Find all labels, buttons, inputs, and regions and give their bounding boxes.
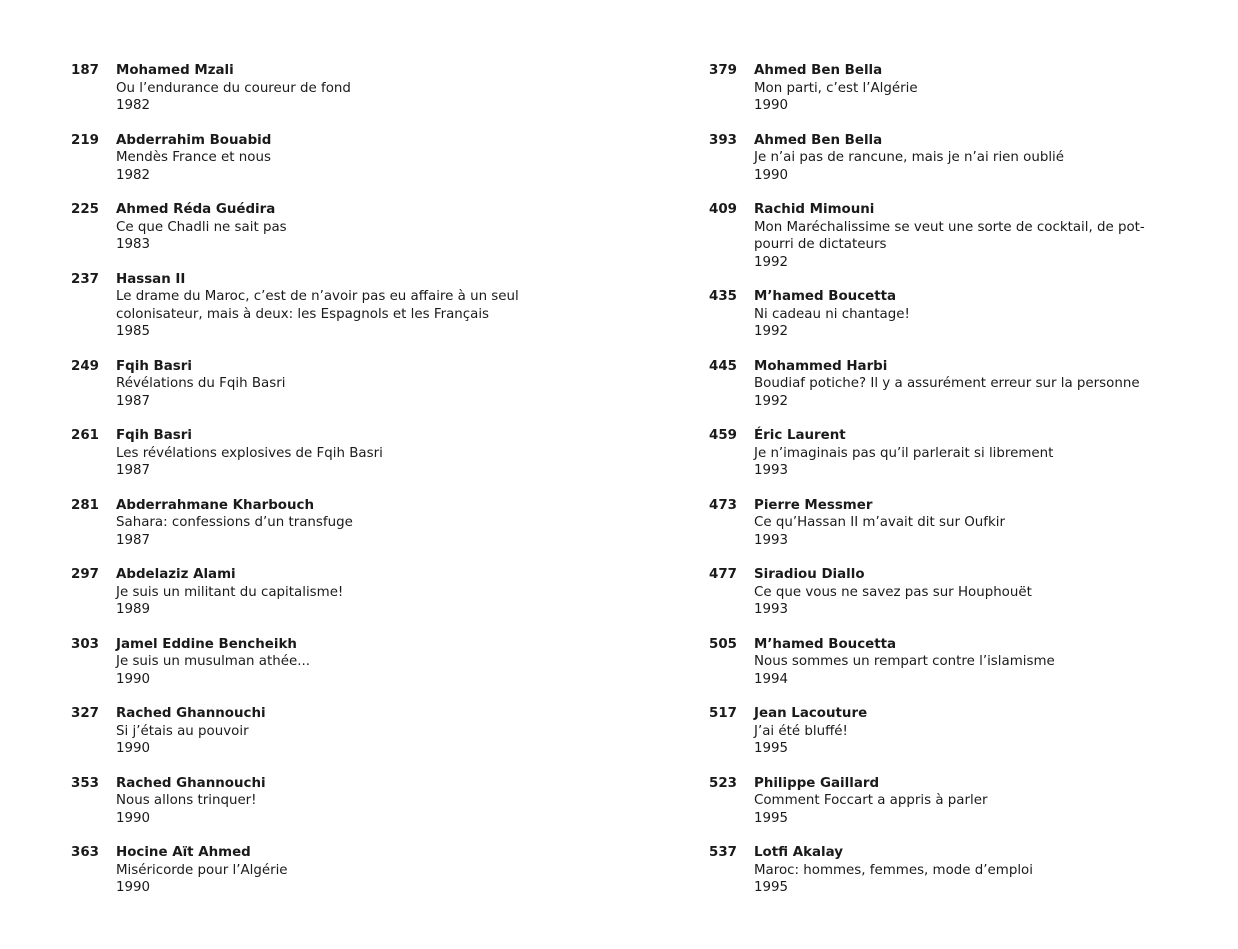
entry-author: Ahmed Ben Bella	[754, 132, 883, 148]
entry-title: Ou l’endurance du coureur de fond	[116, 80, 351, 96]
entry-author: Philippe Gaillard	[754, 775, 880, 791]
entry-title: Miséricorde pour l’Algérie	[116, 862, 288, 878]
page-number: 261	[71, 428, 99, 443]
toc-entry[interactable]	[62, 132, 562, 185]
entry-author: Hocine Aït Ahmed	[116, 845, 251, 860]
page-number: 409	[709, 202, 737, 217]
entry-author: M’hamed Boucetta	[754, 636, 897, 652]
entry-year: 1990	[116, 810, 151, 826]
right-column	[700, 62, 1180, 914]
entry-year: 1987	[116, 532, 151, 548]
page-number: 237	[71, 271, 99, 287]
entry-title: Mon Maréchalissime se veut une sorte de cocktail, de pot-pourri de dictateurs	[754, 219, 1145, 252]
toc-entry[interactable]	[700, 705, 1180, 758]
page-number: 249	[71, 358, 99, 374]
toc-entry[interactable]	[62, 201, 562, 254]
toc-entry[interactable]	[62, 358, 562, 411]
entry-title: Ce qu’Hassan II m’avait dit sur Oufkir	[754, 515, 1005, 530]
toc-entry[interactable]	[62, 705, 562, 758]
entry-author: Fqih Basri	[116, 428, 192, 443]
entry-author: Rachid Mimouni	[754, 202, 875, 217]
entry-author: M’hamed Boucetta	[754, 289, 897, 304]
entry-year: 1983	[116, 237, 151, 252]
entry-year: 1995	[754, 741, 789, 756]
page-number: 363	[71, 845, 99, 860]
entry-year: 1987	[116, 463, 151, 478]
entry-title: Ce que Chadli ne sait pas	[116, 219, 287, 235]
entry-title: Nous sommes un rempart contre l’islamisme	[754, 654, 1055, 669]
entry-author: Abdelaziz Alami	[116, 567, 236, 582]
toc-entry[interactable]	[62, 775, 562, 828]
entry-year: 1982	[116, 167, 151, 183]
entry-title: Nous allons trinquer!	[116, 793, 257, 808]
toc-entry[interactable]	[62, 844, 562, 897]
toc-entry[interactable]	[62, 62, 562, 115]
entry-author: Abderrahim Bouabid	[116, 132, 272, 148]
entry-title: J’ai été bluffé!	[754, 723, 848, 739]
page-number: 379	[709, 63, 737, 78]
entry-author: Hassan II	[116, 271, 186, 287]
entry-author: Rached Ghannouchi	[116, 775, 266, 791]
entry-year: 1990	[754, 167, 789, 183]
entry-author: Rached Ghannouchi	[116, 706, 266, 721]
entry-title: Les révélations explosives de Fqih Basri	[116, 445, 383, 461]
entry-author: Abderrahmane Kharbouch	[116, 497, 314, 513]
page-number: 393	[709, 132, 737, 148]
entry-author: Jamel Eddine Bencheikh	[116, 636, 297, 652]
page-number: 187	[71, 63, 99, 78]
entry-author: Mohammed Harbi	[754, 358, 888, 374]
toc-entry[interactable]	[62, 271, 562, 341]
toc-entry[interactable]	[700, 62, 1180, 115]
page-number: 445	[709, 358, 737, 374]
entry-year: 1995	[754, 810, 789, 826]
entry-year: 1990	[116, 741, 151, 756]
page-number: 505	[709, 636, 737, 652]
entry-title: Si j’étais au pouvoir	[116, 723, 249, 739]
entry-title: Mendès France et nous	[116, 150, 271, 165]
entry-year: 1992	[754, 393, 789, 409]
entry-author: Pierre Messmer	[754, 497, 873, 513]
entry-year: 1992	[754, 324, 789, 339]
entry-year: 1990	[754, 98, 789, 113]
entry-title: Ni cadeau ni chantage!	[754, 306, 910, 322]
entry-year: 1993	[754, 532, 789, 548]
toc-entry[interactable]	[62, 636, 562, 689]
entry-year: 1995	[754, 880, 789, 895]
page-number: 297	[71, 567, 99, 582]
toc-entry[interactable]	[62, 566, 562, 619]
page-number: 435	[709, 289, 737, 304]
entry-title: Ce que vous ne savez pas sur Houphouët	[754, 584, 1032, 600]
entry-year: 1992	[754, 254, 789, 270]
entry-year: 1994	[754, 671, 789, 687]
page-number: 477	[709, 567, 737, 582]
entry-title: Sahara: confessions d’un transfuge	[116, 515, 353, 530]
entry-year: 1982	[116, 98, 151, 113]
entry-title: Je n’ai pas de rancune, mais je n’ai rien oublié	[754, 150, 1064, 165]
toc-entry[interactable]	[700, 775, 1180, 828]
page-number: 517	[709, 706, 737, 721]
entry-author: Ahmed Réda Guédira	[116, 202, 276, 217]
entry-year: 1993	[754, 463, 789, 478]
entry-title: Le drame du Maroc, c’est de n’avoir pas eu affaire à un seul colonisateur, mais à deux: les Espagnols et les Français	[116, 289, 519, 322]
entry-title: Comment Foccart a appris à parler	[754, 793, 988, 808]
entry-author: Fqih Basri	[116, 358, 192, 374]
page-number: 353	[71, 775, 99, 791]
entry-year: 1985	[116, 324, 151, 339]
toc-entry[interactable]	[700, 427, 1180, 480]
page-number: 459	[709, 428, 737, 443]
page-number: 281	[71, 497, 99, 513]
entry-year: 1990	[116, 880, 151, 895]
entry-year: 1993	[754, 602, 789, 617]
entry-author: Siradiou Diallo	[754, 567, 865, 582]
toc-entry[interactable]	[700, 497, 1180, 550]
entry-author: Éric Laurent	[754, 428, 846, 443]
entry-year: 1990	[116, 671, 151, 687]
toc-entry[interactable]	[700, 358, 1180, 411]
toc-entry[interactable]	[700, 201, 1180, 271]
left-column	[62, 62, 562, 914]
toc-entry[interactable]	[700, 844, 1180, 897]
toc-entry[interactable]	[62, 497, 562, 550]
entry-title: Mon parti, c’est l’Algérie	[754, 80, 918, 96]
entry-author: Jean Lacouture	[754, 706, 868, 721]
toc-entry[interactable]	[62, 427, 562, 480]
page-number: 473	[709, 497, 737, 513]
entry-title: Boudiaf potiche? Il y a assurément erreur sur la personne	[754, 376, 1140, 391]
toc-entry[interactable]	[700, 566, 1180, 619]
entry-title: Révélations du Fqih Basri	[116, 376, 286, 391]
page-number: 219	[71, 132, 99, 148]
page-number: 327	[71, 706, 99, 721]
page-number: 225	[71, 202, 99, 217]
entry-author: Lotfi Akalay	[754, 845, 843, 860]
toc-entry[interactable]	[700, 636, 1180, 689]
entry-year: 1989	[116, 602, 151, 617]
toc-entry[interactable]	[700, 132, 1180, 185]
toc-entry[interactable]	[700, 288, 1180, 341]
entry-title: Je n’imaginais pas qu’il parlerait si librement	[754, 445, 1054, 461]
entry-author: Mohamed Mzali	[116, 63, 234, 78]
entry-author: Ahmed Ben Bella	[754, 63, 883, 78]
entry-year: 1987	[116, 393, 151, 409]
entry-title: Je suis un militant du capitalisme!	[116, 584, 344, 600]
page-number: 537	[709, 845, 737, 860]
entry-title: Maroc: hommes, femmes, mode d’emploi	[754, 862, 1033, 878]
page-number: 523	[709, 775, 737, 791]
entry-title: Je suis un musulman athée...	[116, 654, 310, 669]
page-number: 303	[71, 636, 99, 652]
